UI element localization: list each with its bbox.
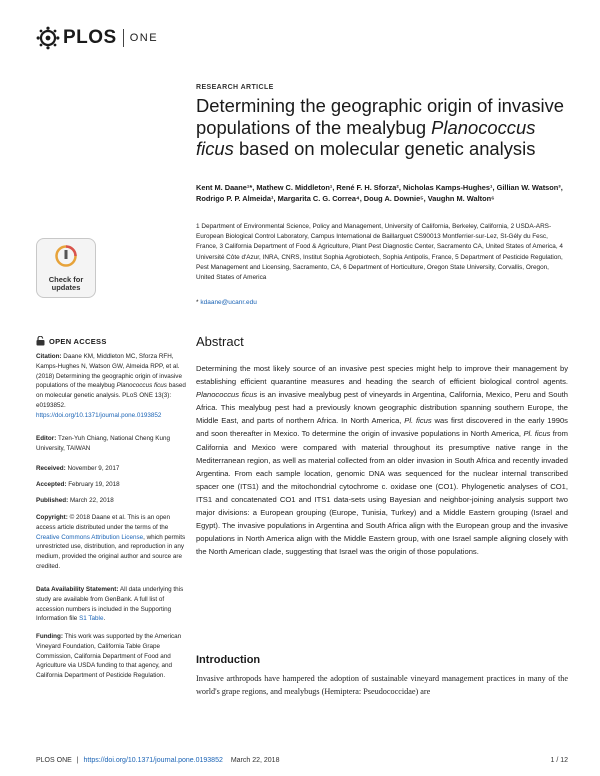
accepted-block — [36, 480, 186, 490]
accepted-date: February 19, 2018 — [68, 481, 120, 488]
published-label: Published: — [36, 497, 69, 504]
abstract-part-3: was first discovered in the early 1990s and soon thereafter in Mexico. To determine the origin of invasive populations in North America, — [196, 416, 568, 439]
abstract-part-4: from California and Mexico were compared with material throughout its presumptive native range in the Mediterranean region, as well as material collected from an older invasion in South Africa and recently invaded Argentina. From each sample location, genomic DNA was sequenced for the nuclear internal transcribed spacer one (ITS1) and the mitochondrial cytochrome c. oxidase one (CO1). Phylogenetic analyses of CO1, ITS1 and concatenated CO1 and ITS1 data-sets using Bayesian and neighbor-joining analysis support two major divisions: a European grouping (Europe, Tunisia, Turkey) and a Middle Eastern grouping (Israel and Egypt). The invasive populations in Argentina and South Africa align with the European group and the invasive populations in North America align with the Middle Eastern group, with one Israel sample aligning closely with the North American clade, suggesting that Israel was the origin of those populations. — [196, 429, 568, 557]
published-block — [36, 496, 186, 506]
affiliations: 1 Department of Environmental Science, Policy and Management, University of California, Berkeley, California, 2 USDA-ARS- European Biological Control Laboratory, Campus International de Baillarguet CS90013 Montferrier-sur-Lez, St-Gély du Fesc, France, 3 California Department of Food & Agriculture, Plant Pest Diagnostic Center, Sacramento CA, United States of America, 4 Université Côte d'Azur, INRA, CNRS, Institut Sophia Agrobiotech, Sophia Antipolis, France, 5 Department of Pesticide Regulation, Pest Management and Licensing, Sacramento, CA, 6 Department of Horticulture, Oregon State University, Corvallis, Oregon, United States of America — [196, 223, 563, 282]
title-text-cont: based on molecular genetic analysis — [233, 138, 536, 159]
citation-label: Citation: — [36, 353, 62, 360]
open-access-label: OPEN ACCESS — [49, 336, 107, 346]
funding-text: This work was supported by the American Vineyard Foundation, California Table Grape Commission, California Department of Food and Agriculture via USDA funding to that agency, and California Department of Pesticide Regulation. — [36, 633, 182, 680]
introduction-text: Invasive arthropods have hampered the adoption of sustainable vineyard management practices in many of the world's grape regions, and mealybugs (Hemiptera: Pseudococcidae) are — [196, 674, 568, 697]
abstract-species-3: Pl. ficus — [523, 429, 551, 439]
corresponding-email — [196, 299, 568, 306]
plos-one-logo[interactable] — [36, 26, 158, 50]
logo-text: PLOS — [63, 27, 117, 48]
funding-label: Funding: — [36, 633, 63, 640]
citation-doi-link[interactable]: https://doi.org/10.1371/journal.pone.0193852 — [36, 411, 162, 419]
received-date: November 9, 2017 — [67, 465, 120, 472]
data-availability-block — [36, 585, 186, 624]
abstract-text — [196, 362, 568, 558]
citation-block — [36, 352, 186, 421]
abstract-species-2: Pl. ficus — [404, 416, 432, 426]
email-link[interactable]: kdaane@ucanr.edu — [200, 299, 257, 306]
published-date: March 22, 2018 — [69, 497, 114, 504]
footer-separator: | — [76, 757, 79, 764]
abstract-species-1: Planococcus ficus — [196, 390, 258, 400]
abstract-heading: Abstract — [196, 334, 244, 349]
check-updates-icon — [55, 245, 77, 267]
footer-left — [36, 757, 282, 764]
abstract-part-1: Determining the most likely source of an invasive pest species might help to improve their management by establishing efficient quarantine measures and heading the search of efficient biological control agents. — [196, 364, 568, 387]
copyright-text-cont: , which permits unrestricted use, distribution, and reproduction in any medium, provided the original author and source are credited. — [36, 533, 186, 570]
article-title — [196, 95, 568, 160]
abstract-part-2: is an invasive mealybug pest of vineyards in Argentina, California, Mexico, Peru and South Africa. This mealybug pest had a previously known geographic distribution spanning southern Europe, the Middle East, and parts of northern Africa. In North America, — [196, 390, 569, 426]
received-label: Received: — [36, 465, 66, 472]
author-list: Kent M. Daane¹*, Mathew C. Middleton¹, René F. H. Sforza², Nicholas Kamps-Hughes¹, Gillian W. Watson³, Rodrigo P. P. Almeida¹, Margarita C. G. Correa⁴, Doug A. Downie⁵, Vaughn M. Walton⁶ — [196, 183, 563, 203]
accepted-label: Accepted: — [36, 481, 67, 488]
data-availability-label: Data Availability Statement: — [36, 586, 119, 593]
editor-label: Editor: — [36, 435, 57, 442]
copyright-block — [36, 513, 186, 572]
plos-logo-icon — [36, 26, 60, 50]
received-block — [36, 464, 186, 474]
title-text: Determining the geographic origin of invasive populations of the mealybug — [196, 95, 565, 138]
open-lock-icon — [36, 336, 45, 346]
introduction-heading: Introduction — [196, 654, 261, 666]
article-type: RESEARCH ARTICLE — [196, 84, 274, 91]
check-updates-label: Check for updates — [48, 275, 84, 292]
page-number: 1 / 12 — [550, 757, 568, 764]
open-access-badge — [36, 336, 107, 346]
footer-date: March 22, 2018 — [230, 757, 280, 764]
logo-divider — [123, 29, 124, 47]
citation-text: Daane KM, Middleton MC, Sforza RFH, Kamps-Hughes N, Watson GW, Almeida RPP, et al. (2018) Determining the geographic origin of invasive populations of the mealybug — [36, 353, 182, 390]
copyright-text: © 2018 Daane et al. This is an open access article distributed under the terms of the — [36, 514, 171, 531]
s1-table-link[interactable]: S1 Table — [79, 615, 104, 623]
data-availability-text: All data underlying this study are available from GenBank. A full list of accession numbers is included in the Supporting Information file — [36, 586, 184, 623]
editor-text: Tzen-Yuh Chiang, National Cheng Kung University, TAIWAN — [36, 435, 170, 452]
citation-species: Planococcus ficus — [116, 382, 167, 390]
title-species: Planococcus ficus — [196, 116, 536, 159]
data-availability-end: . — [103, 615, 106, 623]
editor-block — [36, 434, 186, 454]
footer-journal: PLOS ONE — [36, 757, 72, 764]
license-link[interactable]: Creative Commons Attribution License — [36, 533, 144, 541]
footer-doi-link[interactable]: https://doi.org/10.1371/journal.pone.0193852 — [83, 757, 223, 764]
page-footer — [36, 757, 568, 764]
check-for-updates-button[interactable] — [36, 238, 96, 298]
copyright-label: Copyright: — [36, 514, 68, 521]
email-prefix: * — [196, 299, 201, 306]
funding-block — [36, 632, 186, 681]
journal-name: ONE — [129, 32, 159, 44]
citation-text-cont: based on molecular genetic analysis. PLoS ONE 13(3): e0193852. — [36, 382, 186, 409]
